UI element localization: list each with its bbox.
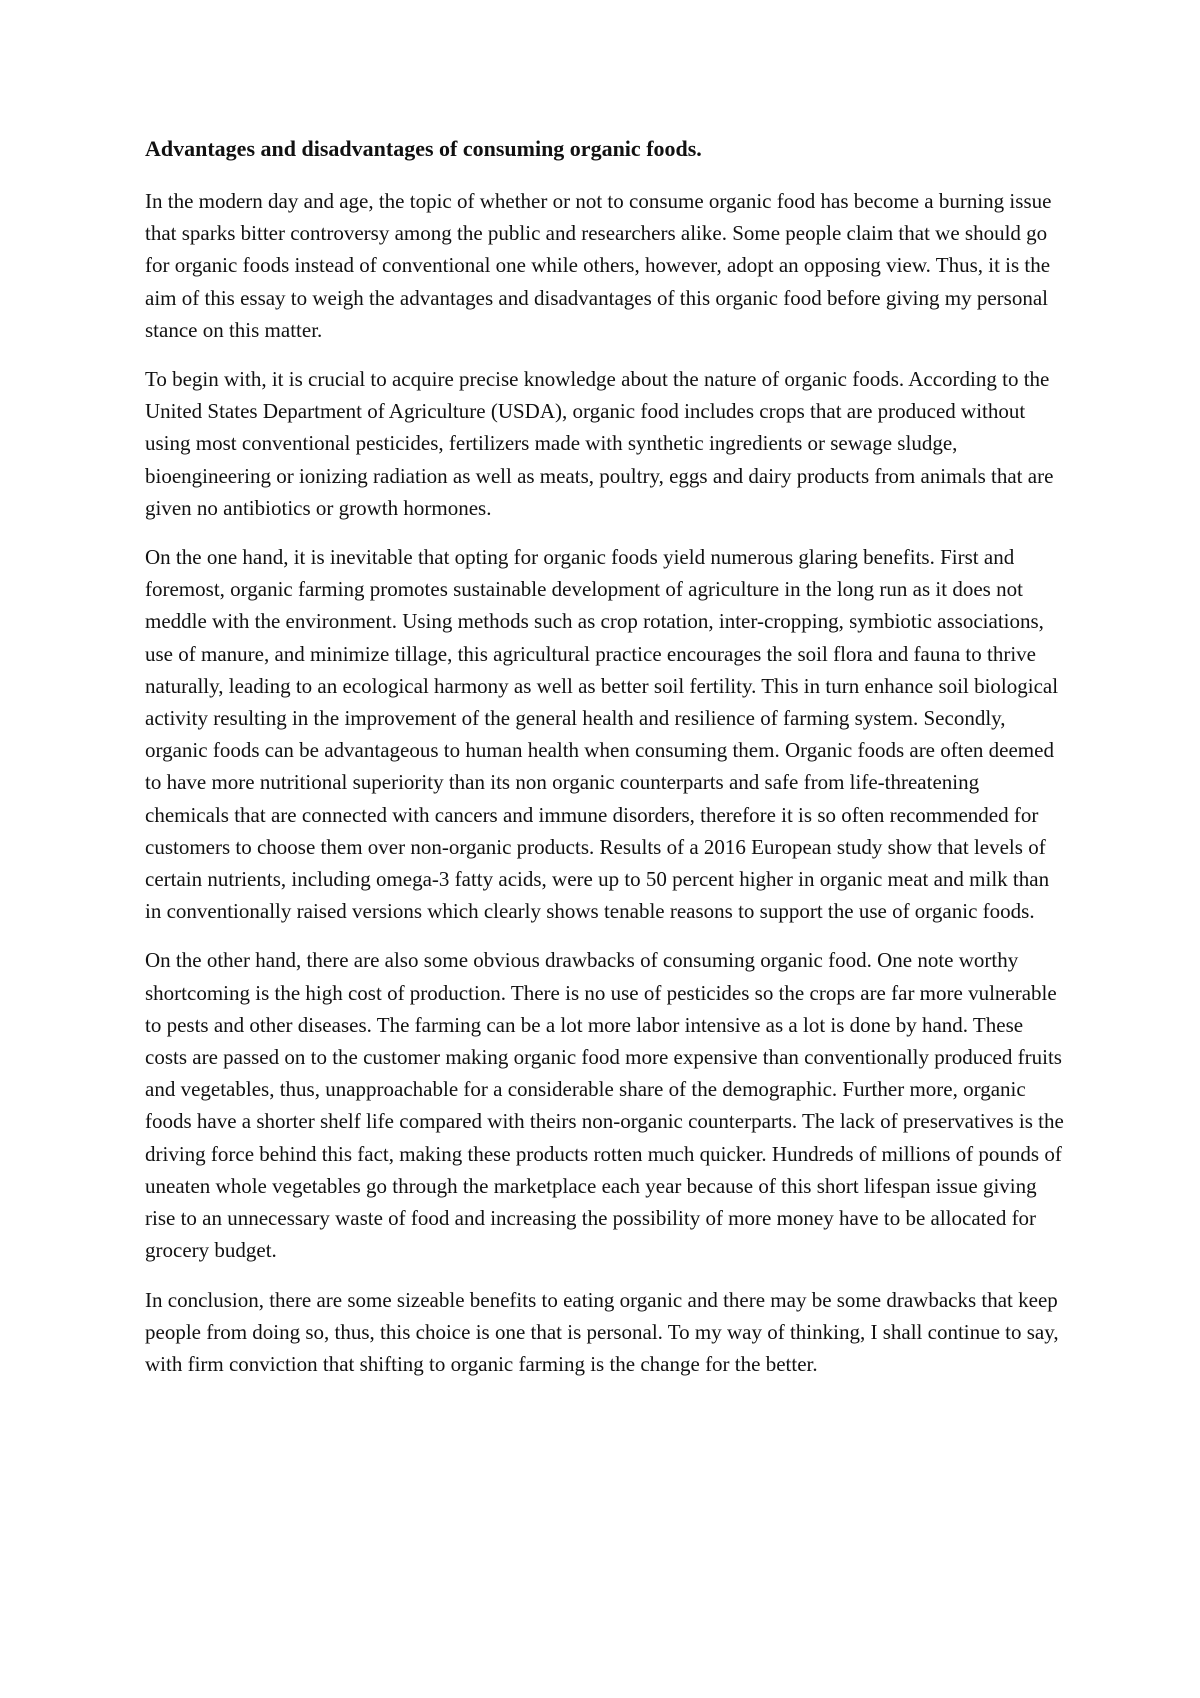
paragraph-definition: To begin with, it is crucial to acquire precise knowledge about the nature of organic foods. According to the United States Department of Agriculture (USDA), organic food includes crops that are produced without using most conventional pesticides, fertilizers made with synthetic ingredients or sewage sludge, bioengineering or ionizing radiation as well as meats, poultry, eggs and dairy products from animals that are given no antibiotics or growth hormones. [145,367,1054,520]
paragraph-advantages: On the one hand, it is inevitable that opting for organic foods yield numerous glaring benefits. First and foremost, organic farming promotes sustainable development of agriculture in the long run as it does not meddle with the environment. Using methods such as crop rotation, inter-cropping, symbiotic associations, use of manure, and minimize tillage, this agricultural practice encourages the soil flora and fauna to thrive naturally, leading to an ecological harmony as well as better soil fertility. This in turn enhance soil biological activity resulting in the improvement of the general health and resilience of farming system. Secondly, organic foods can be advantageous to human health when consuming them. Organic foods are often deemed to have more nutritional superiority than its non organic counterparts and safe from life-threatening chemicals that are connected with cancers and immune disorders, therefore it is so often recommended for customers to choose them over non-organic products. Results of a 2016 European study show that levels of certain nutrients, including omega-3 fatty acids, were up to 50 percent higher in organic meat and milk than in conventionally raised versions which clearly shows tenable reasons to support the use of organic foods. [145,545,1059,924]
paragraph-disadvantages: On the other hand, there are also some obvious drawbacks of consuming organic food. One note worthy shortcoming is the high cost of production. There is no use of pesticides so the crops are far more vulnerable to pests and other diseases. The farming can be a lot more labor intensive as a lot is done by hand. These costs are passed on to the customer making organic food more expensive than conventionally produced fruits and vegetables, thus, unapproachable for a considerable share of the demographic. Further more, organic foods have a shorter shelf life compared with theirs non-organic counterparts. The lack of preservatives is the driving force behind this fact, making these products rotten much quicker. Hundreds of millions of pounds of uneaten whole vegetables go through the marketplace each year because of this short lifespan issue giving rise to an unnecessary waste of food and increasing the possibility of more money have to be allocated for grocery budget. [145,948,1064,1263]
paragraph-conclusion: In conclusion, there are some sizeable benefits to eating organic and there may be some drawbacks that keep people from doing so, thus, this choice is one that is personal. To my way of thinking, I shall continue to say, with firm conviction that shifting to organic farming is the change for the better. [145,1287,1059,1376]
document-body [145,133,1065,1397]
paragraph-introduction: In the modern day and age, the topic of whether or not to consume organic food has become a burning issue that sparks bitter controversy among the public and researchers alike. Some people claim that we should go for organic foods instead of conventional one while others, however, adopt an opposing view. Thus, it is the aim of this essay to weigh the advantages and disadvantages of this organic food before giving my personal stance on this matter. [145,189,1052,342]
essay-title: Advantages and disadvantages of consuming organic foods. [145,136,702,161]
